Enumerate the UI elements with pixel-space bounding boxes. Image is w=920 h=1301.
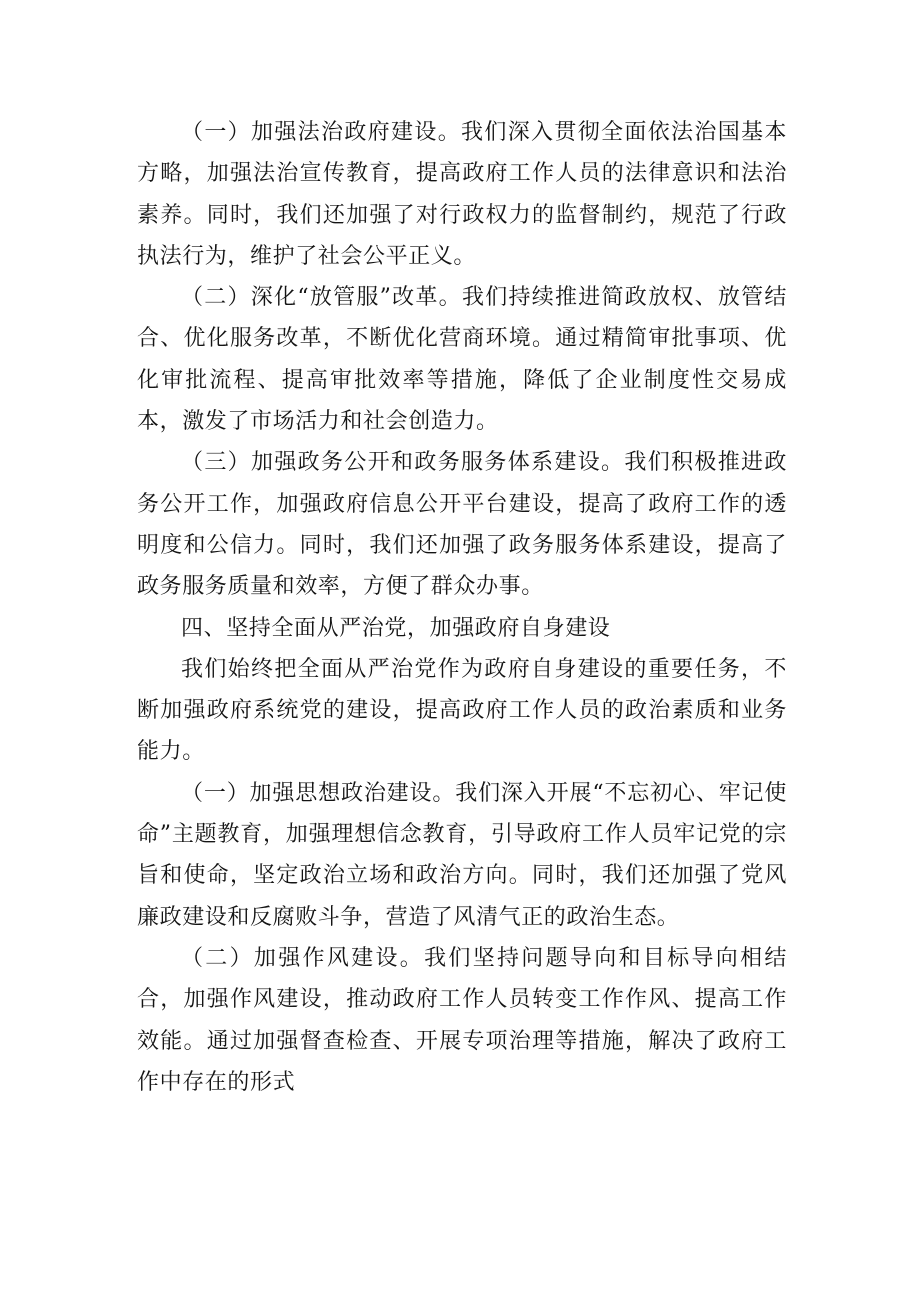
document-body (137, 112, 787, 1103)
paragraph-transparency: （三）加强政务公开和政务服务体系建设。我们积极推进政务公开工作，加强政府信息公开平台建设，提高了政府工作的透明度和公信力。同时，我们还加强了政务服务体系建设，提高了政务服务质量和效率，方便了群众办事。 (137, 450, 787, 600)
section-heading: 四、坚持全面从严治党，加强政府自身建设 (181, 615, 611, 641)
paragraph-reform: （二）深化“放管服”改革。我们持续推进简政放权、放管结合、优化服务改革，不断优化营商环境。通过精简审批事项、优化审批流程、提高审批效率等措施，降低了企业制度性交易成本，激发了市场活力和社会创造力。 (137, 285, 787, 435)
paragraph-ideology: （一）加强思想政治建设。我们深入开展“不忘初心、牢记使命”主题教育，加强理想信念教育，引导政府工作人员牢记党的宗旨和使命，坚定政治立场和政治方向。同时，我们还加强了党风廉政建设和反腐败斗争，营造了风清气正的政治生态。 (137, 780, 787, 930)
paragraph-rule-of-law: （一）加强法治政府建设。我们深入贯彻全面依法治国基本方略，加强法治宣传教育，提高政府工作人员的法律意识和法治素养。同时，我们还加强了对行政权力的监督制约，规范了行政执法行为，维护了社会公平正义。 (137, 120, 787, 269)
paragraph-party-intro: 我们始终把全面从严治党作为政府自身建设的重要任务，不断加强政府系统党的建设，提高政府工作人员的政治素质和业务能力。 (137, 656, 787, 765)
paragraph-work-style: （二）加强作风建设。我们坚持问题导向和目标导向相结合，加强作风建设，推动政府工作人员转变工作作风、提高工作效能。通过加强督查检查、开展专项治理等措施，解决了政府工作中存在的形式 (137, 945, 787, 1095)
